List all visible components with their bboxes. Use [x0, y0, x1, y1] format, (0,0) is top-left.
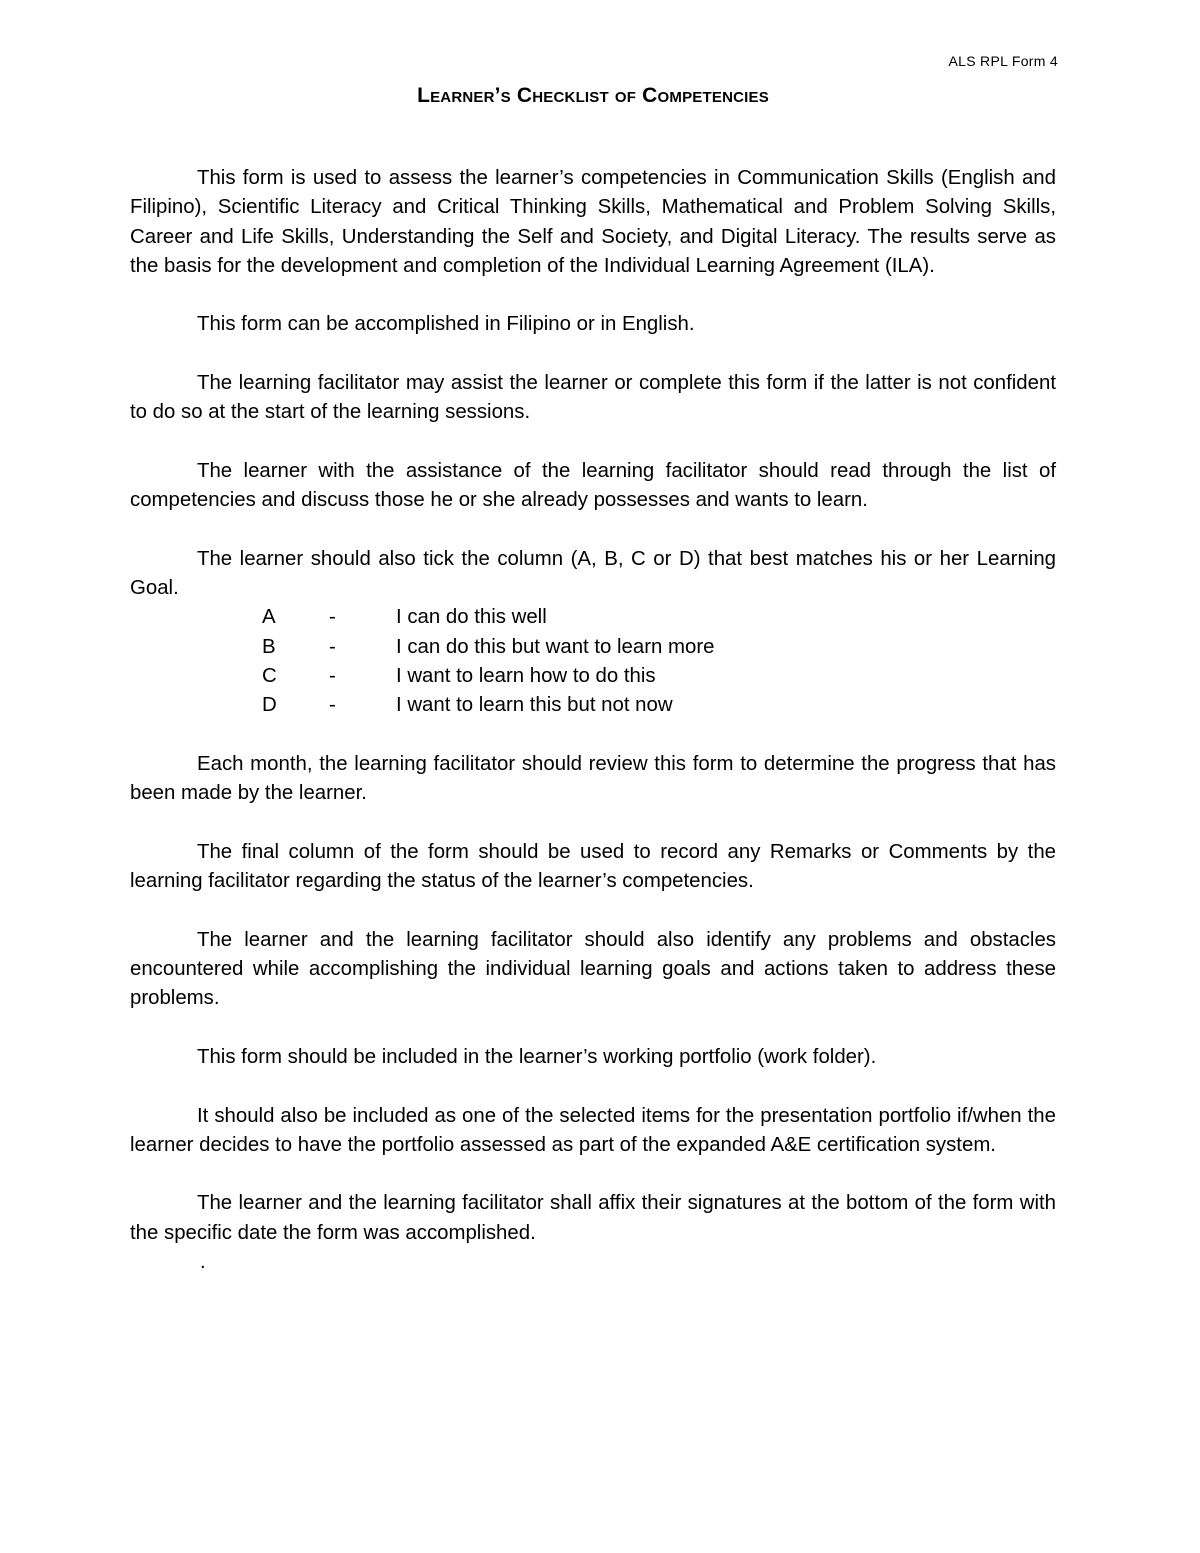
legend-description: I can do this but want to learn more — [396, 635, 715, 658]
read-through-paragraph: The learner with the assistance of the learning facilitator should read through the list of competencies and discuss those he or she already possesses and wants to learn. — [130, 459, 1056, 512]
legend-row — [130, 662, 1056, 691]
legend-description: I can do this well — [396, 606, 547, 629]
remarks-column-paragraph: The final column of the form should be used to record any Remarks or Comments by the learning facilitator regarding the status of the learner’s competencies. — [130, 840, 1056, 893]
legend-row — [130, 691, 1056, 720]
legend-code: C — [262, 665, 277, 688]
trailing-mark: . — [200, 1250, 206, 1273]
learning-goal-legend — [130, 603, 1056, 720]
legend-row — [130, 603, 1056, 632]
facilitator-assist-paragraph: The learning facilitator may assist the learner or complete this form if the latter is not confident to do so at the start of the learning sessions. — [130, 372, 1056, 424]
legend-dash: - — [329, 635, 336, 658]
working-portfolio-paragraph: This form should be included in the learner’s working portfolio (work folder). — [197, 1045, 877, 1068]
legend-description: I want to learn how to do this — [396, 665, 656, 688]
document-body — [130, 164, 1056, 1277]
legend-dash: - — [329, 694, 336, 717]
legend-code: A — [262, 606, 276, 629]
page-title: Learner’s Checklist of Competencies — [417, 84, 769, 107]
signatures-paragraph: The learner and the learning facilitator shall affix their signatures at the bottom of the form with the specific date the form was accomplished. — [130, 1192, 1056, 1244]
legend-code: D — [262, 694, 277, 717]
presentation-portfolio-paragraph: It should also be included as one of the selected items for the presentation portfolio if/when the learner decides to have the portfolio assessed as part of the expanded A&E certification system. — [130, 1104, 1056, 1156]
form-id: ALS RPL Form 4 — [948, 53, 1058, 69]
problems-paragraph: The learner and the learning facilitator should also identify any problems and obstacles encountered while accomplishing the individual learning goals and actions taken to address these problems. — [130, 928, 1056, 1010]
intro-paragraph: This form is used to assess the learner’s competencies in Communication Skills (English and Filipino), Scientific Literacy and Critical Thinking Skills, Mathematical and Problem Solving Skills, Career and Life Skills, Understanding the Self and Society, and Digital Literacy. The results serve as the basis for the development and completion of the Individual Learning Agreement (ILA). — [130, 167, 1056, 277]
legend-row — [130, 633, 1056, 662]
legend-code: B — [262, 635, 276, 658]
legend-description: I want to learn this but not now — [396, 694, 673, 717]
monthly-review-paragraph: Each month, the learning facilitator should review this form to determine the progress that has been made by the learner. — [130, 752, 1056, 805]
tick-column-paragraph: The learner should also tick the column (A, B, C or D) that best matches his or her Learning Goal. — [130, 547, 1056, 600]
legend-dash: - — [329, 606, 336, 629]
legend-dash: - — [329, 665, 336, 688]
language-paragraph: This form can be accomplished in Filipino or in English. — [197, 313, 695, 336]
